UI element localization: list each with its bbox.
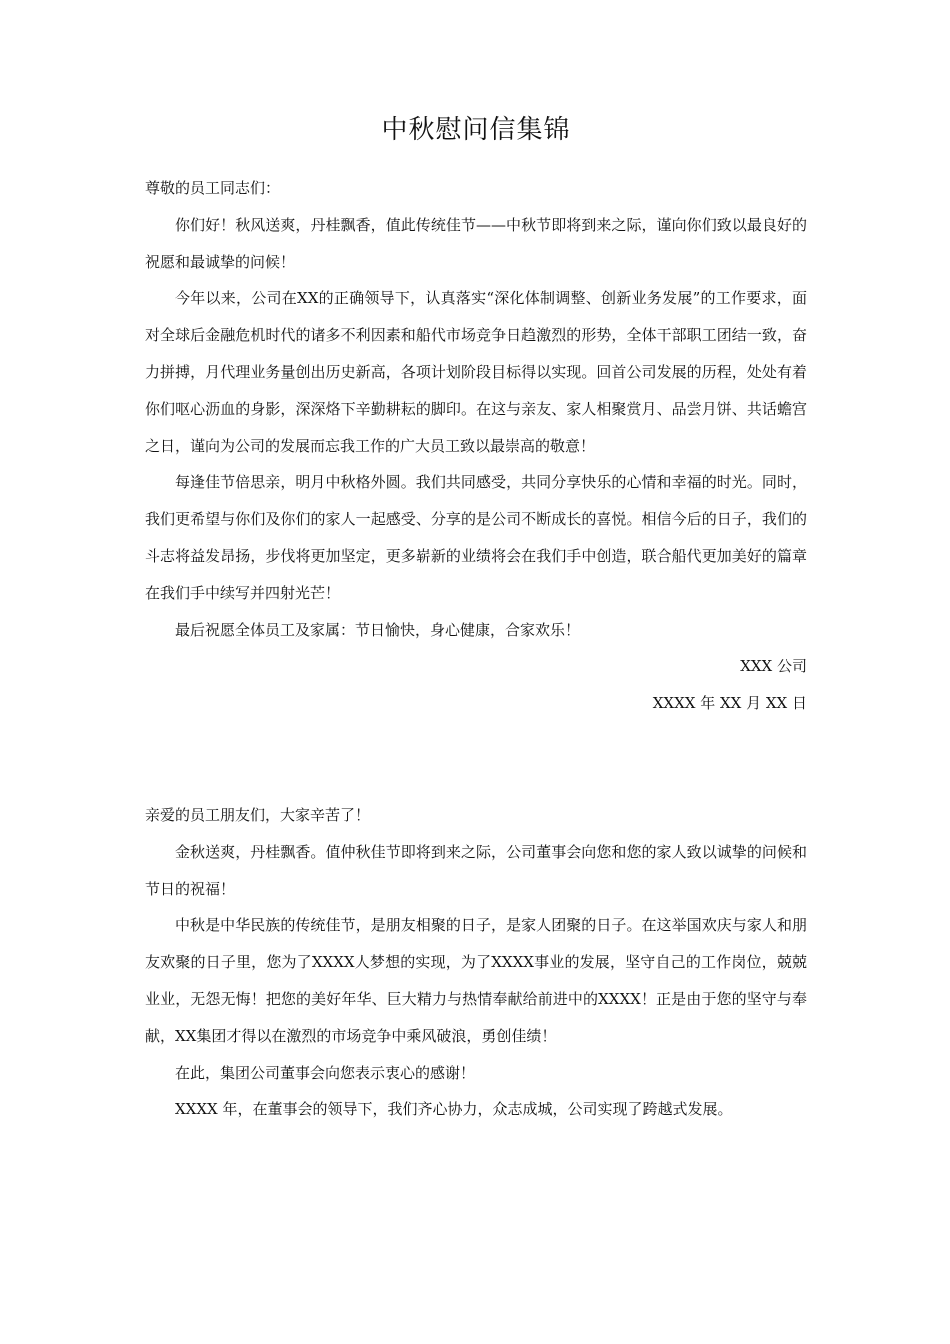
letter-1-signature: XXX 公司 xyxy=(740,657,807,676)
letter-2-paragraph: 金秋送爽，丹桂飘香。值仲秋佳节即将到来之际，公司董事会向您和您的家人致以诚挚的问候和节日的祝福！ xyxy=(145,842,807,898)
letter-1-salutation: 尊敬的员工同志们： xyxy=(145,179,281,197)
letter-1-paragraph: 每逢佳节倍思亲，明月中秋格外圆。我们共同感受，共同分享快乐的心情和幸福的时光。同时，我们更希望与你们及你们的家人一起感受、分享的是公司不断成长的喜悦。相信今后的日子，我们的斗志将益发昂扬，步伐将更加坚定，更多崭新的业绩将会在我们手中创造，联合船代更加美好的篇章在我们手中续写并四射光芒！ xyxy=(145,473,807,602)
letter-2 xyxy=(145,797,807,1128)
letter-1-paragraph: 今年以来，公司在XX的正确领导下，认真落实“深化体制调整、创新业务发展”的工作要求，面对全球后金融危机时代的诸多不利因素和船代市场竞争日趋激烈的形势，全体干部职工团结一致，奋力拼搏，月代理业务量创出历史新高，各项计划阶段目标得以实现。回首公司发展的历程，处处有着你们呕心沥血的身影，深深烙下辛勤耕耘的脚印。在这与亲友、家人相聚赏月、品尝月饼、共话蟾宫之日，谨向为公司的发展而忘我工作的广大员工致以最崇高的敬意！ xyxy=(145,289,807,455)
letter-2-salutation: 亲爱的员工朋友们，大家辛苦了！ xyxy=(145,805,371,824)
letter-1-paragraph: 最后祝愿全体员工及家属：节日愉快，身心健康，合家欢乐！ xyxy=(175,620,581,639)
letter-2-paragraph: XXXX 年，在董事会的领导下，我们齐心协力，众志成城，公司实现了跨越式发展。 xyxy=(175,1100,733,1119)
letter-1-date: XXXX 年 XX 月 XX 日 xyxy=(652,694,807,713)
letter-2-paragraph: 中秋是中华民族的传统佳节，是朋友相聚的日子，是家人团聚的日子。在这举国欢庆与家人和朋友欢聚的日子里，您为了XXXX人梦想的实现，为了XXXX事业的发展，坚守自己的工作岗位，兢兢业业，无怨无悔！把您的美好年华、巨大精力与热情奉献给前进中的XXXX！正是由于您的坚守与奉献，XX集团才得以在激烈的市场竞争中乘风破浪，勇创佳绩！ xyxy=(145,916,807,1045)
letter-2-paragraph: 在此，集团公司董事会向您表示衷心的感谢！ xyxy=(175,1063,476,1082)
document-title: 中秋慰问信集锦 xyxy=(381,115,571,145)
letter-separator xyxy=(145,722,807,797)
document-page xyxy=(145,110,807,1128)
letter-1 xyxy=(145,170,807,722)
letter-1-paragraph: 你们好！秋风送爽，丹桂飘香，值此传统佳节——中秋节即将到来之际，谨向你们致以最良好的祝愿和最诚挚的问候！ xyxy=(145,215,807,271)
